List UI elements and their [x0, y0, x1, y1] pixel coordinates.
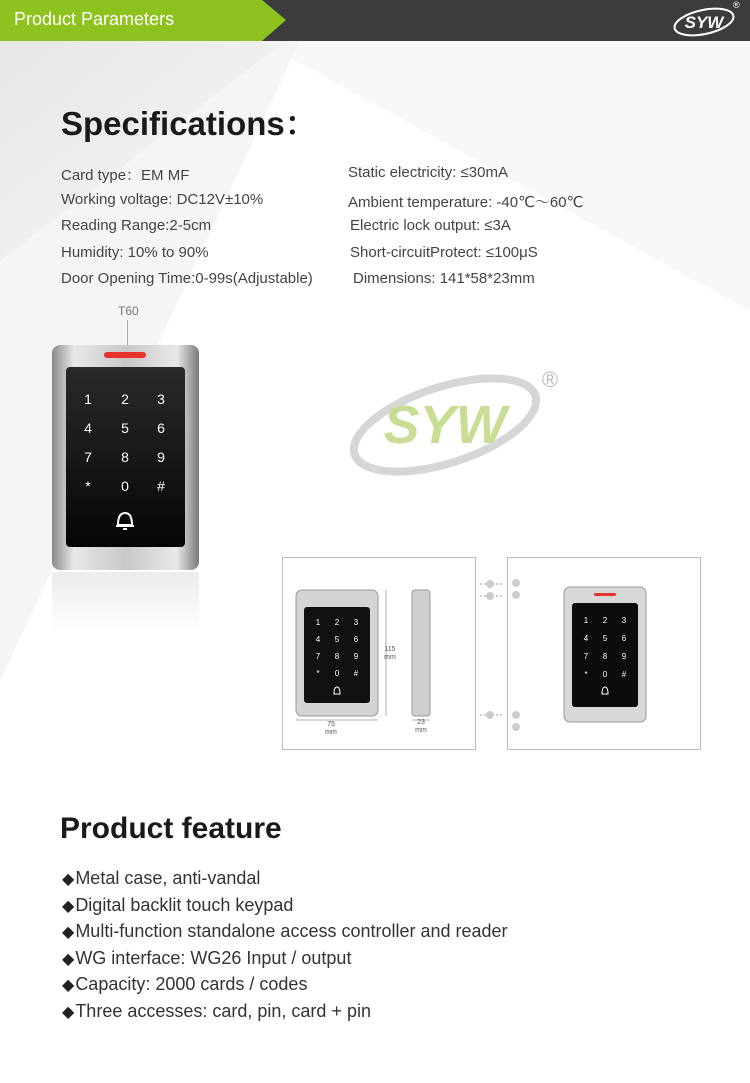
spec-short-circuit-protect: Short-circuitProtect: ≤100μS [350, 244, 538, 261]
svg-text:8: 8 [334, 652, 340, 661]
svg-text:6: 6 [353, 635, 359, 644]
feature-item: ◆Digital backlit touch keypad [62, 895, 294, 915]
svg-text:#: # [621, 670, 627, 679]
mounted-view-diagram [507, 557, 701, 750]
key-6: 6 [157, 420, 165, 436]
key-5: 5 [121, 420, 129, 436]
feature-item: ◆Three accesses: card, pin, card + pin [62, 1001, 371, 1021]
depth-dimension-label: 23 mm [415, 719, 427, 734]
diamond-bullet-icon: ◆ [62, 951, 75, 968]
key-8: 8 [121, 449, 129, 465]
key-4: 4 [84, 420, 92, 436]
diamond-bullet-icon: ◆ [62, 924, 75, 941]
logo-registered-mark: ® [733, 0, 740, 10]
spec-electric-lock-output: Electric lock output: ≤3A [350, 217, 511, 234]
key-3: 3 [157, 391, 165, 407]
product-feature-heading: Product feature [60, 812, 282, 845]
key-hash: # [157, 478, 165, 494]
height-dimension-label: 115 mm [384, 646, 396, 661]
brand-watermark-icon [345, 355, 575, 485]
spec-ambient-temperature: Ambient temperature: -40℃～60℃ [348, 194, 584, 211]
feature-item: ◆Capacity: 2000 cards / codes [62, 974, 308, 994]
spec-card-type: Card type：EM MF [61, 167, 190, 184]
feature-item: ◆WG interface: WG26 Input / output [62, 948, 352, 968]
logo-text: SYW [684, 13, 724, 32]
keypad-device-image [52, 345, 199, 570]
device-reflection [52, 572, 199, 632]
spec-dimensions: Dimensions: 141*58*23mm [353, 270, 535, 287]
watermark-registered-mark: ® [541, 367, 559, 392]
spec-static-electricity: Static electricity: ≤30mA [348, 164, 508, 181]
svg-text:7: 7 [583, 652, 589, 661]
header-bar [0, 0, 750, 41]
specifications-heading: Specifications： [61, 105, 318, 142]
svg-text:*: * [316, 669, 320, 678]
svg-text:0: 0 [334, 669, 340, 678]
key-9: 9 [157, 449, 165, 465]
watermark-text: SYW [383, 395, 507, 455]
svg-text:5: 5 [602, 634, 608, 643]
svg-text:8: 8 [602, 652, 608, 661]
spec-humidity: Humidity: 10% to 90% [61, 244, 209, 261]
svg-text:3: 3 [621, 616, 627, 625]
mounting-screws-icon [476, 575, 508, 725]
diamond-bullet-icon: ◆ [62, 871, 75, 888]
key-2: 2 [121, 391, 129, 407]
svg-text:4: 4 [315, 635, 321, 644]
page-title: Product Parameters [14, 9, 175, 29]
spec-working-voltage: Working voltage: DC12V±10% [61, 191, 264, 208]
key-7: 7 [84, 449, 92, 465]
svg-text:9: 9 [353, 652, 359, 661]
svg-text:4: 4 [583, 634, 589, 643]
feature-item: ◆Multi-function standalone access controller and reader [62, 921, 508, 941]
diamond-bullet-icon: ◆ [62, 1004, 75, 1021]
svg-text:3: 3 [353, 618, 359, 627]
key-0: 0 [121, 478, 129, 494]
svg-text:1: 1 [583, 616, 589, 625]
model-callout-line [127, 320, 128, 348]
spec-reading-range: Reading Range:2-5cm [61, 217, 212, 234]
spec-door-opening-time: Door Opening Time:0-99s(Adjustable) [61, 270, 313, 287]
svg-text:*: * [584, 670, 588, 679]
model-label: T60 [118, 304, 139, 318]
svg-text:7: 7 [315, 652, 321, 661]
key-star: * [85, 478, 91, 494]
svg-text:6: 6 [621, 634, 627, 643]
width-dimension-label: 75 mm [325, 721, 337, 736]
svg-text:0: 0 [602, 670, 608, 679]
svg-text:9: 9 [621, 652, 627, 661]
diamond-bullet-icon: ◆ [62, 977, 75, 994]
brand-logo-icon [670, 4, 738, 38]
feature-item: ◆Metal case, anti-vandal [62, 868, 261, 888]
svg-text:2: 2 [334, 618, 340, 627]
key-1: 1 [84, 391, 92, 407]
svg-text:2: 2 [602, 616, 608, 625]
svg-text:1: 1 [315, 618, 321, 627]
diamond-bullet-icon: ◆ [62, 898, 75, 915]
svg-text:#: # [353, 669, 359, 678]
svg-text:5: 5 [334, 635, 340, 644]
